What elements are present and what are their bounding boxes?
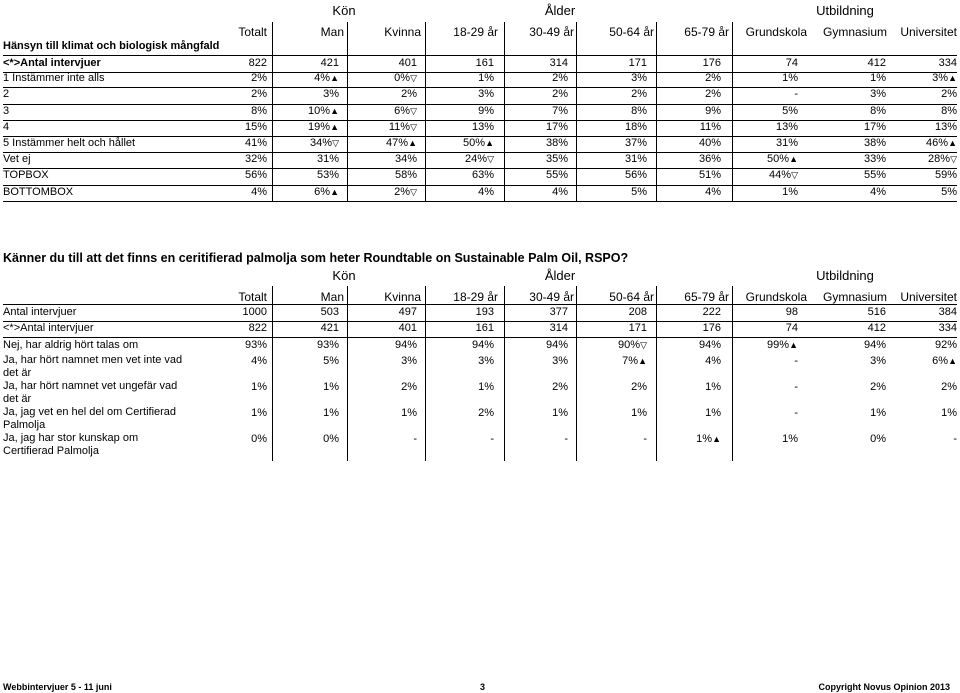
table-cell: 2% [552,88,568,101]
table-cell: 161 [475,57,494,69]
table-cell: 17% [863,120,886,133]
table-cell: 421 [320,57,339,69]
footer-right: Copyright Novus Opinion 2013 [818,682,950,692]
triangle-up-icon: ▲ [948,73,957,84]
table-cell: 34%▽ [310,137,339,149]
table-cell: 822 [248,322,267,334]
table-cell: 377 [549,306,568,318]
table-cell: 8% [941,104,957,117]
table-cell: - [953,433,957,445]
table-cell: 3% [870,355,886,367]
table-cell: 3% [631,72,647,85]
table-cell: 98 [785,306,798,318]
table-cell: 56% [244,169,267,182]
column-header: Grundskola [745,25,807,39]
table-cell: 6%▽ [394,104,417,117]
table-cell: - [413,433,417,445]
row-label: 2 [3,88,10,101]
table-cell: 59% [934,169,957,182]
triangle-up-icon: ▲ [638,356,647,366]
column-separator [425,286,426,461]
triangle-up-icon: ▲ [330,73,339,84]
group-header-alder: Ålder [544,3,576,18]
table-cell: 1% [478,381,494,393]
group-header-alder-2: Ålder [544,268,576,283]
table-cell: 822 [248,57,267,69]
row-label: <*>Antal intervjuer [3,57,101,69]
column-header: 18-29 år [453,25,498,39]
table-row [3,304,957,322]
table-cell: 13% [775,120,798,133]
group-header-utbildning: Utbildning [816,3,874,18]
table-cell: 334 [938,57,957,69]
column-header: 30-49 år [529,290,574,304]
table-cell: 1% [870,72,886,85]
row-label: BOTTOMBOX [3,185,74,198]
table-cell: 1% [478,72,494,85]
table-cell: 222 [702,306,721,318]
table-cell: 17% [545,120,568,133]
table-cell: 74 [785,57,798,69]
table-cell: 13% [934,120,957,133]
table-cell: 55% [545,169,568,182]
table-cell: 314 [549,322,568,334]
question-title: Känner du till att det finns en ceritifierad palmolja som heter Roundtable on Sustainable Palm Oil, RSPO? [3,251,629,265]
table-cell: - [794,88,798,101]
table-row [3,406,957,432]
table-cell: 47%▲ [386,137,417,149]
column-header: Man [320,290,344,304]
column-separator [576,286,577,461]
table-cell: 31% [316,153,339,166]
table-cell: 92% [934,339,957,351]
column-header: Universitet [900,25,957,39]
table-cell: 18% [624,120,647,133]
table-cell: 384 [938,306,957,318]
column-header: 65-79 år [684,25,729,39]
table-cell: 36% [698,153,721,166]
column-separator [347,22,348,201]
table-cell: 4% [705,355,721,367]
table-cell: 3% [401,355,417,367]
table-cell: 3% [552,355,568,367]
table-cell: 1% [782,72,798,85]
table-cell: 2% [401,381,417,393]
table-cell: 8% [870,104,886,117]
table-cell: 1% [705,407,721,419]
table-cell: 2% [705,72,721,85]
group-header-kon-2: Kön [332,268,356,283]
table-cell: 34% [394,153,417,166]
table-cell: 3% [323,88,339,101]
row-label: Ja, har hört namnet vet ungefär vad det är [3,380,178,405]
triangle-down-icon: ▽ [332,138,339,148]
table-cell: 8% [251,104,267,117]
triangle-up-icon: ▲ [330,105,339,116]
table-cell: 1% [323,407,339,419]
table-cell: 208 [628,306,647,318]
table-cell: 24%▽ [465,153,494,166]
table-cell: 401 [398,57,417,69]
table-cell: 74 [785,322,798,334]
table-row [3,152,957,169]
table-cell: 3% [478,355,494,367]
table-cell: 31% [624,153,647,166]
table-cell: 193 [475,306,494,318]
column-header: Gymnasium [822,290,887,304]
table-cell: 4% [705,185,721,198]
column-separator [272,22,273,201]
table-cell: 1% [401,407,417,419]
table-cell: 1% [251,407,267,419]
column-header: Universitet [900,290,957,304]
column-separator [732,22,733,201]
triangle-down-icon: ▽ [791,170,798,181]
table-cell: 8% [631,104,647,117]
column-header: Kvinna [384,290,421,304]
table-cell: 93% [316,339,339,351]
triangle-up-icon: ▲ [712,434,721,444]
row-label: 3 [3,104,10,117]
table-cell: 1% [870,407,886,419]
table-cell: 11%▽ [388,120,417,133]
table-cell: 94% [863,339,886,351]
table-cell: 2% [941,381,957,393]
table-row [3,185,957,202]
table-cell: 3% [870,88,886,101]
table-row [3,321,957,338]
column-separator [272,286,273,461]
triangle-down-icon: ▽ [410,121,417,132]
row-label: Ja, jag vet en hel del om Certifierad Palmolja [3,406,177,431]
table-cell: 412 [867,322,886,334]
table-cell: 2%▽ [394,185,417,198]
row-label: TOPBOX [3,169,49,182]
table-cell: - [490,433,494,445]
table-row [3,71,957,88]
table-cell: 1% [631,407,647,419]
table-cell: 516 [867,306,886,318]
table-cell: 412 [867,57,886,69]
column-header: Gymnasium [822,25,887,39]
table-cell: 176 [702,322,721,334]
table-cell: 46%▲ [926,137,957,149]
column-header: 65-79 år [684,290,729,304]
table-cell: 55% [863,169,886,182]
table-cell: 9% [478,104,494,117]
triangle-up-icon: ▲ [789,340,798,350]
page-number: 3 [480,682,486,692]
table-cell: 41% [244,137,267,149]
column-separator [425,22,426,201]
table-cell: 33% [863,153,886,166]
table-cell: - [643,433,647,445]
table-cell: 40% [698,137,721,149]
column-separator [656,286,657,461]
row-label: Vet ej [3,153,31,166]
table-cell: 50%▲ [767,153,798,166]
table-cell: 1% [941,407,957,419]
table-cell: 171 [628,322,647,334]
table-cell: 10%▲ [308,104,339,117]
table-cell: 4% [552,185,568,198]
table-cell: 1% [251,381,267,393]
triangle-down-icon: ▽ [410,105,417,116]
triangle-up-icon: ▲ [330,186,339,197]
column-separator [347,286,348,461]
column-separator [504,286,505,461]
table-cell: 90%▽ [618,339,647,351]
table-cell: 38% [545,137,568,149]
column-header-row [3,22,957,42]
table-cell: 44%▽ [769,169,798,182]
table-cell: 161 [475,322,494,334]
triangle-down-icon: ▽ [640,340,647,350]
footer-left: Webbintervjuer 5 - 11 juni [3,682,112,692]
table-cell: 176 [702,57,721,69]
triangle-down-icon: ▽ [487,154,494,165]
table-cell: 99%▲ [767,339,798,351]
table-cell: - [794,407,798,419]
table-row [3,354,957,380]
table-cell: 171 [628,57,647,69]
table-cell: - [794,355,798,367]
table-cell: 2% [251,88,267,101]
table-cell: 37% [624,137,647,149]
column-header: 30-49 år [529,25,574,39]
column-header: 50-64 år [609,290,654,304]
table-cell: 7% [552,104,568,117]
table-cell: 38% [863,137,886,149]
table-row [3,104,957,121]
table-cell: 0% [323,433,339,445]
triangle-down-icon: ▽ [950,154,957,165]
table-cell: 94% [545,339,568,351]
table-cell: 11% [699,120,721,133]
table-cell: 503 [320,306,339,318]
triangle-up-icon: ▲ [948,356,957,366]
table-row [3,87,957,104]
table-cell: 2% [631,88,647,101]
triangle-up-icon: ▲ [408,138,417,148]
table-row [3,136,957,153]
table-row [3,380,957,406]
column-header: 50-64 år [609,25,654,39]
group-header-utbildning-2: Utbildning [816,268,874,283]
table-cell: 1% [552,407,568,419]
row-label: 1 Instämmer inte alls [3,72,105,85]
table-cell: 2% [478,407,494,419]
table-cell: 4% [478,185,494,198]
triangle-down-icon: ▽ [410,73,417,84]
row-label: 4 [3,120,10,133]
column-separator [504,22,505,201]
table-cell: 2% [552,72,568,85]
table-cell: 0% [870,433,886,445]
row-label: <*>Antal intervjuer [3,322,94,334]
column-header: Totalt [238,25,267,39]
table-cell: 51% [698,169,721,182]
table-cell: 32% [244,153,267,166]
table-cell: 2% [401,88,417,101]
table-cell: - [564,433,568,445]
table-cell: 421 [320,322,339,334]
table-cell: 2% [251,72,267,85]
row-label: Antal intervjuer [3,306,77,318]
table-cell: 4%▲ [314,72,339,85]
table-cell: 58% [394,169,417,182]
table-cell: 53% [316,169,339,182]
table-cell: 497 [398,306,417,318]
column-header: Kvinna [384,25,421,39]
column-header: Totalt [238,290,267,304]
table-cell: 1%▲ [696,433,721,445]
table-row [3,168,957,185]
table-cell: 9% [705,104,721,117]
row-label: 5 Instämmer helt och hållet [3,137,136,149]
row-label: Nej, har aldrig hört talas om [3,339,139,351]
table-cell: 0% [251,433,267,445]
triangle-down-icon: ▽ [410,186,417,197]
table-cell: - [794,381,798,393]
table-cell: 15% [244,120,267,133]
triangle-up-icon: ▲ [948,138,957,148]
table-cell: 1000 [242,306,267,318]
table-cell: 1% [705,381,721,393]
table-cell: 0%▽ [394,72,417,85]
table-cell: 3% [478,88,494,101]
table-cell: 1% [782,433,798,445]
table-cell: 3%▲ [932,72,957,85]
table-cell: 401 [398,322,417,334]
table-cell: 6%▲ [314,185,339,198]
table-cell: 5% [631,185,647,198]
table-cell: 35% [545,153,568,166]
column-separator [576,22,577,201]
table-cell: 2% [552,381,568,393]
table-cell: 334 [938,322,957,334]
table-cell: 50%▲ [463,137,494,149]
column-header: 18-29 år [453,290,498,304]
table-cell: 28%▽ [928,153,957,166]
table-cell: 13% [471,120,494,133]
table-row [3,338,957,354]
table-cell: 2% [631,381,647,393]
table-row [3,120,957,137]
table-cell: 1% [323,381,339,393]
table-cell: 94% [394,339,417,351]
table-cell: 31% [775,137,798,149]
table-cell: 6%▲ [932,355,957,367]
table-cell: 63% [471,169,494,182]
table-cell: 56% [624,169,647,182]
column-separator [732,286,733,461]
table-cell: 5% [941,185,957,198]
table-cell: 2% [705,88,721,101]
table-row [3,432,957,458]
column-header: Man [320,25,344,39]
table-cell: 1% [782,185,798,198]
column-header: Grundskola [745,290,807,304]
table-cell: 2% [941,88,957,101]
table-cell: 4% [251,185,267,198]
table-title: Hänsyn till klimat och biologisk mångfald [3,40,220,52]
table-cell: 19%▲ [308,120,339,133]
table-cell: 5% [782,104,798,117]
column-separator [656,22,657,201]
triangle-up-icon: ▲ [330,121,339,132]
triangle-up-icon: ▲ [485,138,494,148]
table-cell: 314 [549,57,568,69]
table-cell: 7%▲ [622,355,647,367]
row-label: Ja, har hört namnet men vet inte vad det är [3,354,183,379]
table-cell: 94% [698,339,721,351]
table-cell: 4% [870,185,886,198]
table-cell: 5% [323,355,339,367]
table-cell: 2% [870,381,886,393]
table-cell: 4% [251,355,267,367]
table-cell: 94% [471,339,494,351]
group-header-kon: Kön [332,3,356,18]
row-label: Ja, jag har stor kunskap om Certifierad Palmolja [3,432,139,457]
triangle-up-icon: ▲ [789,154,798,165]
table-cell: 93% [244,339,267,351]
